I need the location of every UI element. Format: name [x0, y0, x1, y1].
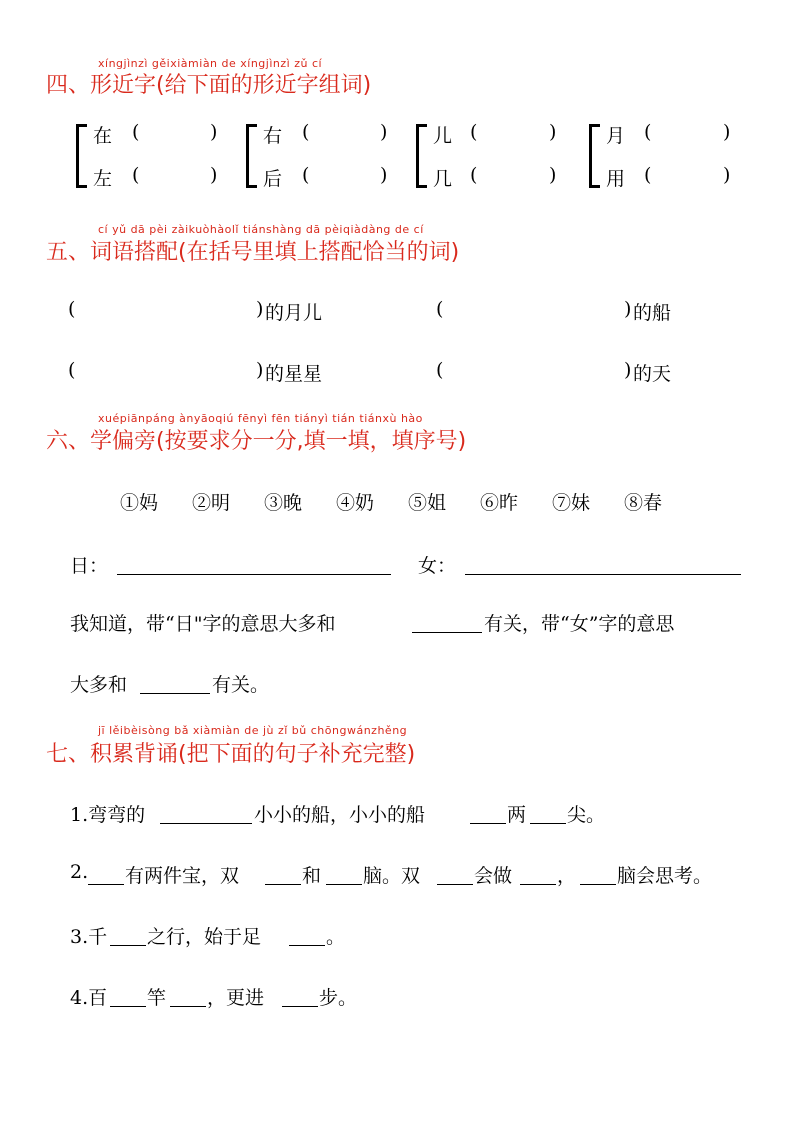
pair3-bottom-char: 几 [433, 168, 453, 190]
fill-blank[interactable] [520, 884, 556, 885]
recite-line-1-part: 两 [507, 804, 527, 826]
open-paren: ( [68, 359, 76, 381]
recite-line-2-part: 2. [70, 861, 89, 883]
recite-line-1-part: 1.弯弯的 [70, 804, 146, 826]
open-paren: ( [436, 359, 444, 381]
nv-meaning-blank[interactable] [140, 693, 210, 694]
nv-label: 女： [418, 555, 457, 577]
collocation-item-4: 的天 [633, 363, 672, 385]
fill-blank[interactable] [289, 945, 325, 946]
collocation-item-3: 的星星 [265, 363, 323, 385]
recite-line-1-part: 尖。 [567, 804, 606, 826]
bracket-icon [589, 124, 600, 188]
radical-char-8: ⑧春 [624, 492, 663, 514]
close-paren: ) [624, 359, 632, 381]
recite-line-3-part: 3.千 [70, 926, 108, 948]
recite-line-1-part: 小小的船，小小的船 [254, 804, 426, 826]
pair1-bottom-char: 左 [93, 168, 113, 190]
open-paren: ( [436, 298, 444, 320]
bracket-icon [246, 124, 257, 188]
recite-line-2-part: ， [557, 865, 577, 887]
section5-title: 五、词语搭配(在括号里填上搭配恰当的词) [46, 240, 460, 265]
section4-pinyin: xíngjìnzì gěixiàmiàn de xíngjìnzì zǔ cí [98, 57, 323, 70]
fill-blank[interactable] [88, 884, 124, 885]
fill-blank[interactable] [530, 823, 566, 824]
radical-char-2: ②明 [192, 492, 231, 514]
radical-char-6: ⑥昨 [480, 492, 519, 514]
close-paren: ) [256, 298, 264, 320]
recite-line-2-part: 有两件宝，双 [125, 865, 240, 887]
sentence-part-b: 有关，带“女”字的意思 [484, 613, 675, 635]
sentence-part-a: 我知道，带“日"字的意思大多和 [70, 613, 336, 635]
ri-label: 日： [70, 555, 109, 577]
fill-blank[interactable] [282, 1006, 318, 1007]
pair4-bottom-char: 用 [606, 168, 626, 190]
pair4-top-char: 月 [606, 125, 626, 147]
fill-blank[interactable] [580, 884, 616, 885]
section6-title: 六、学偏旁(按要求分一分,填一填，填序号) [46, 429, 467, 454]
section6-pinyin: xuépiānpáng ànyāoqiú fēnyì fēn tiányì tián tiánxù hào [98, 412, 423, 425]
pair3-top-char: 儿 [433, 125, 453, 147]
ri-meaning-blank[interactable] [412, 632, 482, 633]
section5-pinyin: cí yǔ dā pèi zàikuòhàolǐ tiánshàng dā pèiqiàdàng de cí [98, 223, 424, 236]
bracket-icon [76, 124, 87, 188]
radical-char-1: ①妈 [120, 492, 159, 514]
radical-char-7: ⑦妹 [552, 492, 591, 514]
fill-blank[interactable] [110, 1006, 146, 1007]
fill-blank[interactable] [160, 823, 252, 824]
fill-blank[interactable] [265, 884, 301, 885]
recite-line-3-part: 之行，始于足 [147, 926, 262, 948]
close-paren: ) [624, 298, 632, 320]
fill-blank[interactable] [110, 945, 146, 946]
section7-pinyin: jī lěibèisòng bǎ xiàmiàn de jù zǐ bǔ chōngwánzhěng [98, 724, 408, 737]
pair2-top-char: 右 [263, 125, 283, 147]
radical-char-4: ④奶 [336, 492, 375, 514]
radical-char-3: ③晚 [264, 492, 303, 514]
ri-answer-line[interactable] [117, 574, 391, 575]
sentence-part-c: 大多和 [70, 674, 128, 696]
section7-title: 七、积累背诵(把下面的句子补充完整) [46, 742, 416, 767]
pair1-top-char: 在 [93, 125, 113, 147]
section4-title: 四、形近字(给下面的形近字组词) [46, 73, 372, 98]
recite-line-2-part: 和 [302, 865, 322, 887]
close-paren: ) [256, 359, 264, 381]
radical-char-5: ⑤姐 [408, 492, 447, 514]
fill-blank[interactable] [326, 884, 362, 885]
recite-line-4-part: ，更进 [207, 987, 265, 1009]
fill-blank[interactable] [170, 1006, 206, 1007]
recite-line-4-part: 步。 [319, 987, 358, 1009]
pair2-bottom-char: 后 [263, 168, 283, 190]
sentence-part-d: 有关。 [212, 674, 270, 696]
fill-blank[interactable] [437, 884, 473, 885]
recite-line-2-part: 会做 [474, 865, 513, 887]
open-paren: ( [68, 298, 76, 320]
recite-line-2-part: 脑。双 [363, 865, 421, 887]
bracket-icon [416, 124, 427, 188]
collocation-item-2: 的船 [633, 302, 672, 324]
recite-line-4-part: 竿 [147, 987, 167, 1009]
recite-line-2-part: 脑会思考。 [617, 865, 713, 887]
nv-answer-line[interactable] [465, 574, 741, 575]
recite-line-4-part: 4.百 [70, 987, 108, 1009]
fill-blank[interactable] [470, 823, 506, 824]
recite-line-3-part: 。 [326, 926, 346, 948]
collocation-item-1: 的月儿 [265, 302, 323, 324]
